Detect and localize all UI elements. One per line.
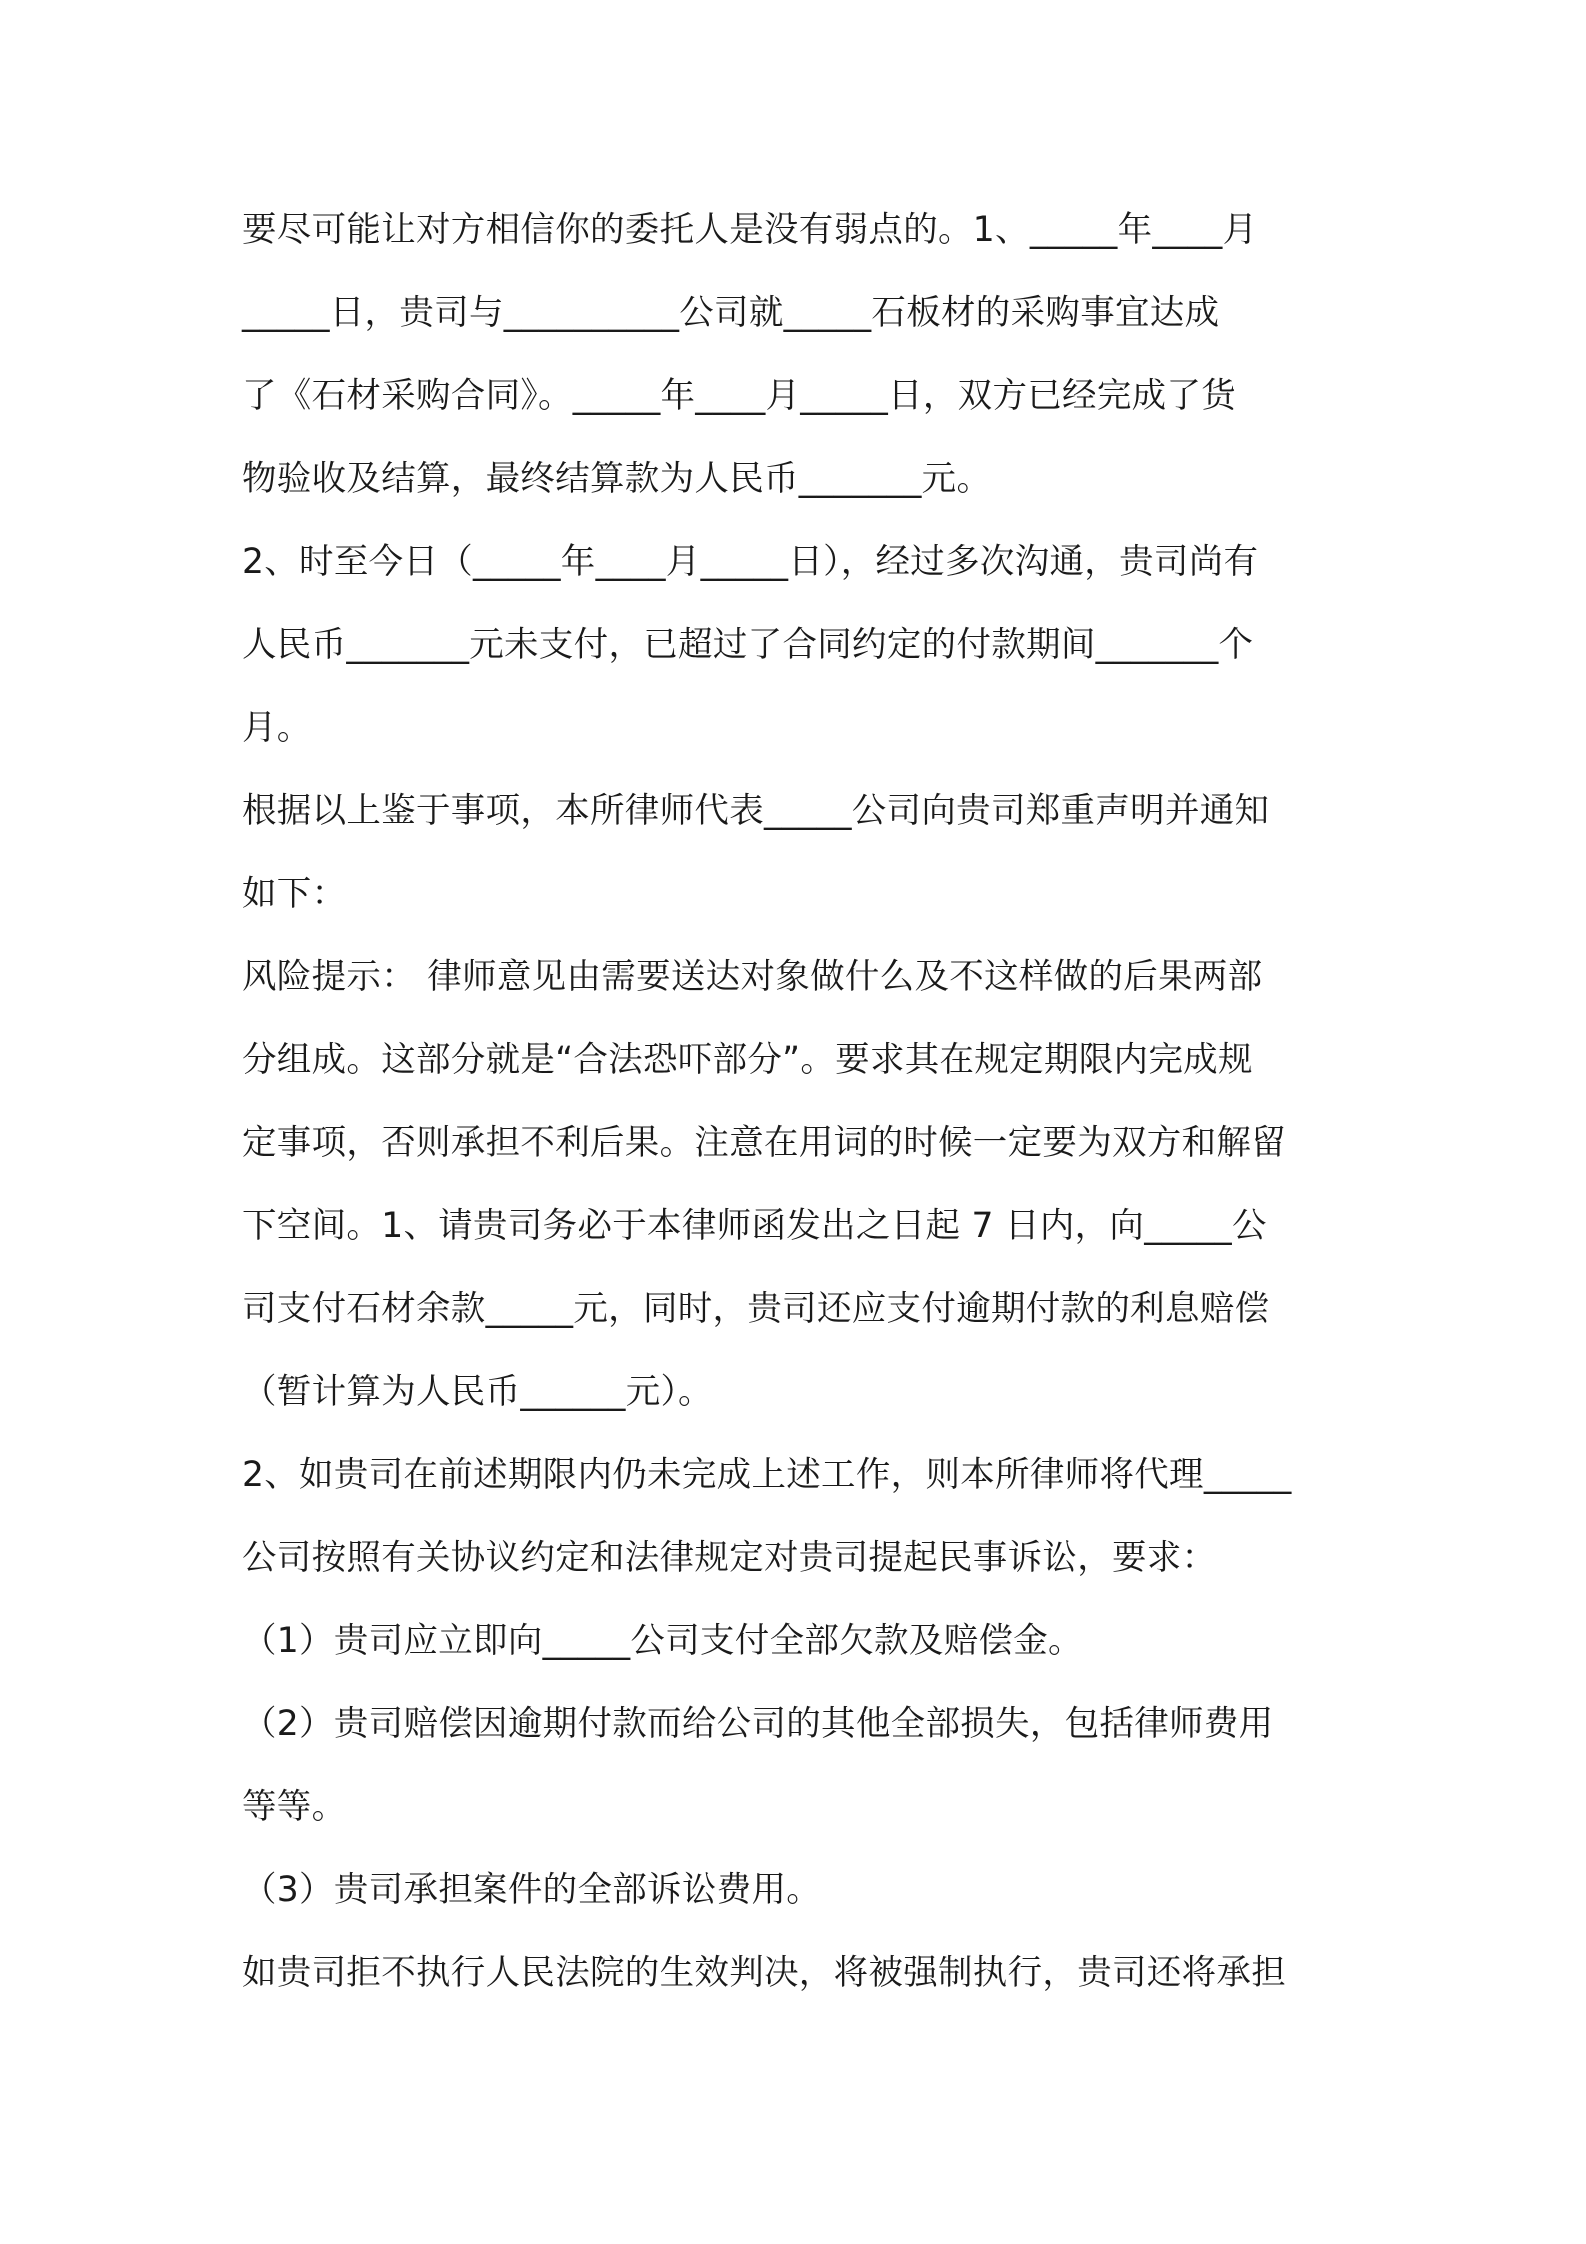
text-line: 物验收及结算，最终结算款为人民币_______元。 (242, 459, 992, 499)
text-line: 下空间。1、请贵司务必于本律师函发出之日起 7 日内，向_____公 (242, 1206, 1267, 1246)
text-line: （暂计算为人民币______元）。 (242, 1372, 713, 1412)
text-line: 风险提示： 律师意见由需要送达对象做什么及不这样做的后果两部 (242, 957, 1263, 997)
text-line: 要尽可能让对方相信你的委托人是没有弱点的。1、_____年____月 (242, 210, 1258, 250)
text-line: 定事项，否则承担不利后果。注意在用词的时候一定要为双方和解留 (242, 1123, 1286, 1163)
text-line: 了《石材采购合同》。_____年____月_____日，双方已经完成了货 (242, 376, 1237, 416)
text-line: 司支付石材余款_____元，同时，贵司还应支付逾期付款的利息赔偿 (242, 1289, 1270, 1329)
text-line: 月。 (242, 708, 312, 748)
text-line: 2、如贵司在前述期限内仍未完成上述工作，则本所律师将代理_____ (242, 1455, 1292, 1495)
text-line: 分组成。这部分就是“合法恐吓部分”。要求其在规定期限内完成规 (242, 1040, 1253, 1080)
text-line: 等等。 (242, 1787, 347, 1827)
text-line: 如贵司拒不执行人民法院的生效判决，将被强制执行，贵司还将承担 (242, 1953, 1286, 1993)
text-line: 人民币_______元未支付，已超过了合同约定的付款期间_______个 (242, 625, 1254, 665)
text-line: 根据以上鉴于事项，本所律师代表_____公司向贵司郑重声明并通知 (242, 791, 1270, 831)
text-line: 2、时至今日（_____年____月_____日），经过多次沟通，贵司尚有 (242, 542, 1259, 582)
text-line: （3）贵司承担案件的全部诉讼费用。 (242, 1870, 822, 1910)
text-line: （2）贵司赔偿因逾期付款而给公司的其他全部损失，包括律师费用 (242, 1704, 1274, 1744)
text-line: 公司按照有关协议约定和法律规定对贵司提起民事诉讼，要求： (242, 1538, 1217, 1578)
text-line: 如下： (242, 874, 347, 914)
text-line: _____日，贵司与__________公司就_____石板材的采购事宜达成 (242, 293, 1220, 333)
text-line: （1）贵司应立即向_____公司支付全部欠款及赔偿金。 (242, 1621, 1083, 1661)
